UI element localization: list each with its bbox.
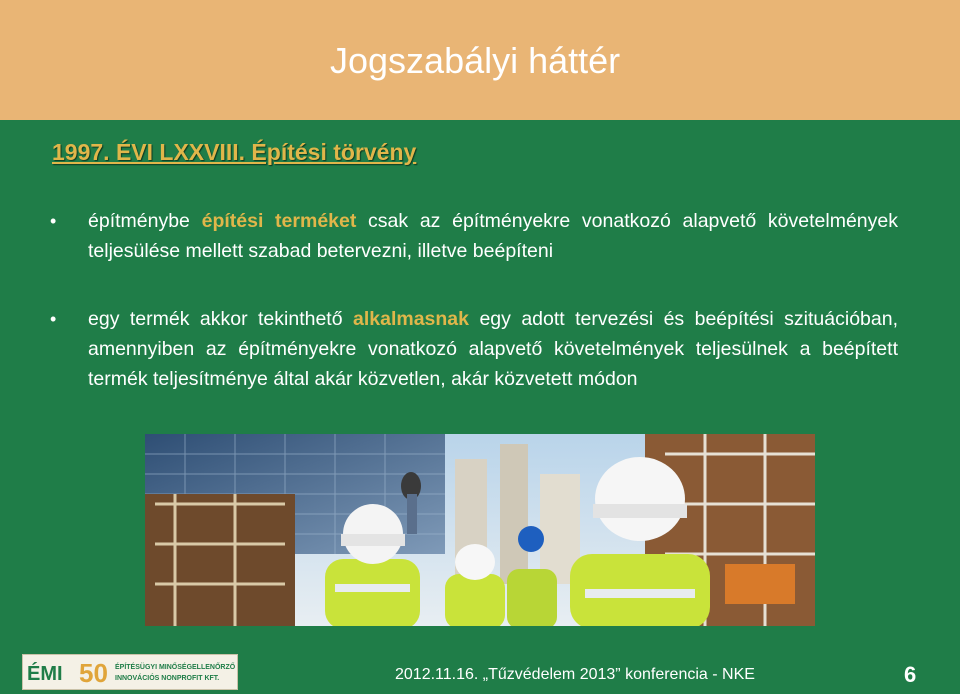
footer	[0, 650, 960, 692]
photo-illustration	[145, 434, 815, 626]
bullet-text-part: egy adott tervezési és beépítési szituációban, amennyiben az építményekre vonatkozó alapvető követelmények teljesülnek a beépített termék teljesítménye által akár közvetlen, akár közvetett módon	[88, 308, 898, 390]
highlight-term: alkalmasnak	[353, 308, 470, 330]
bullet-text-part: csak az építményekre vonatkozó alapvető követelmények teljesülése mellett szabad betervezni, illetve beépíteni	[88, 210, 898, 262]
bullet-item	[50, 304, 898, 394]
highlight-term: építési terméket	[201, 210, 357, 232]
bullet-marker: •	[50, 211, 57, 231]
bullet-text-part: egy termék akkor tekinthető	[88, 308, 353, 330]
bullet-text	[88, 304, 898, 394]
logo-line2: INNOVÁCIÓS NONPROFIT KFT.	[115, 675, 220, 682]
bullet-text-part: építménybe	[88, 210, 202, 232]
emi-logo-image	[23, 655, 237, 689]
logo-anniversary: 50	[79, 658, 108, 688]
footer-conference-text: 2012.11.16. „Tűzvédelem 2013” konferencia - NKE	[395, 666, 755, 683]
logo-brand: ÉMI	[27, 663, 63, 685]
bullet-text	[88, 206, 898, 266]
logo-line1: ÉPÍTÉSÜGYI MINŐSÉGELLENŐRZŐ	[115, 664, 236, 671]
slide-title: Jogszabályi háttér	[330, 40, 621, 81]
law-heading: 1997. ÉVI LXXVIII. Építési törvény	[52, 139, 417, 165]
construction-workers-photo	[145, 434, 815, 626]
title-bar	[0, 0, 960, 120]
bullet-marker: •	[50, 309, 57, 329]
page-number: 6	[904, 662, 917, 687]
bullet-item	[50, 206, 898, 266]
emi-logo	[22, 654, 238, 690]
